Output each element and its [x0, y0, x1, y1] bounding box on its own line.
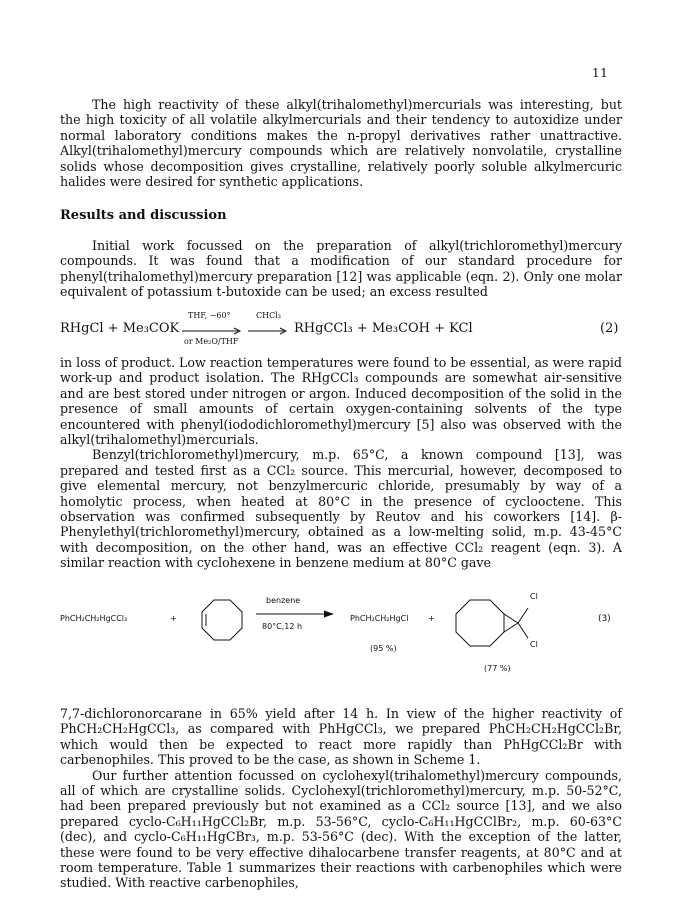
eqn3-plus-2: + — [428, 614, 435, 623]
eqn3-yield-1: (95 %) — [370, 644, 397, 653]
paragraph-initial-work — [60, 238, 622, 300]
paragraph-3-text: in loss of product. Low reaction temperatures were found to be essential, as were rapid work-up and product isolation. The RHgCCl₃ compounds are somewhat air-sensitive and are best stored under nitrogen or argon. Induced decomposition of the solid in the presence of small amounts of certain oxygen-containing solvents of the type encountered with phenyl(iododichloromethyl)mercury [5] also was observed with the alkyl(trihalomethyl)mercurials. — [60, 355, 622, 448]
eqn2-arrow1-above: THF, −60° — [188, 311, 231, 320]
eqn2-arrow2-above: CHCl₃ — [256, 311, 281, 320]
paragraph-intro — [60, 97, 622, 189]
eqn3-arrow-below: 80°C,12 h — [262, 622, 303, 631]
right-arrow-icon — [256, 610, 336, 618]
right-arrow-icon — [182, 327, 242, 335]
eqn3-reactant: PhCH₂CH₂HgCCl₃ — [60, 614, 128, 623]
paragraph-2-text: Initial work focussed on the preparation of alkyl(trichloromethyl)mercury compounds. It was found that a modification of our standard procedure for phenyl(trihalomethyl)mercury preparation [12] was applicable (eqn. 2). Only one molar equivalent of potassium t-butoxide can be used; an excess resulted — [60, 238, 622, 300]
paragraph-closing — [60, 706, 622, 891]
eqn2-number: (2) — [600, 321, 619, 336]
eqn2-arrow1-below: or Me₂O/THF — [184, 337, 239, 346]
right-arrow-icon — [248, 327, 288, 335]
paragraph-4-text: Benzyl(trichloromethyl)mercury, m.p. 65°C, a known compound [13], was prepared and tested first as a CCl₂ source. This mercurial, however, decomposed to give elemental mercury, not benzylmercuric chloride, presumably by way of a homolytic process, when heated at 80°C in the presence of cyclooctene. This observation was confirmed subsequently by Reutov and his coworkers [14]. β-Phenylethyl(trichloromethyl)mercury, obtained as a low-melting solid, m.p. 43-45°C with decomposition, on the other hand, was an effective CCl₂ reagent (eqn. 3). A similar reaction with cyclohexene in benzene medium at 80°C gave — [60, 447, 622, 571]
paragraph-body — [60, 355, 622, 571]
eqn3-arrow-above: benzene — [266, 596, 301, 605]
dichlorocyclopropane-product-structure — [448, 590, 538, 650]
equation-3-scheme — [60, 588, 630, 698]
paragraph-1-text: The high reactivity of these alkyl(trihalomethyl)mercurials was interesting, but the high toxicity of all volatile alkylmercurials and their tendency to autoxidize under normal laboratory conditions makes the n-propyl derivatives rather unattractive. Alkyl(trihalomethyl)mercury compounds which are relatively nonvolatile, crystalline solids whose decomposition gives crystalline, relatively poorly soluble alkylmercuric halides were desired for synthetic applications. — [60, 97, 622, 190]
eqn2-reactants: RHgCl + Me₃COK — [60, 321, 180, 336]
paragraph-5-text: 7,7-dichloronorcarane in 65% yield after 14 h. In view of the higher reactivity of PhCH₂CH₂HgCCl₃, as compared with PhHgCCl₃, we prepared PhCH₂CH₂HgCCl₂Br, which would then be expected to react more rapidly than PhHgCCl₂Br with carbenophiles. This proved to be the case, as shown in Scheme 1. — [60, 706, 622, 768]
eqn3-product-1: PhCH₂CH₂HgCl — [350, 614, 409, 623]
eqn3-cl-bottom: Cl — [530, 640, 538, 649]
eqn2-products: RHgCCl₃ + Me₃COH + KCl — [294, 321, 473, 336]
eqn3-plus-1: + — [170, 614, 177, 623]
equation-2 — [60, 311, 622, 351]
eqn3-cl-top: Cl — [530, 592, 538, 601]
page-number: 11 — [592, 66, 609, 80]
paragraph-6-text: Our further attention focussed on cyclohexyl(trihalomethyl)mercury compounds, all of which are crystalline solids. Cyclohexyl(trichloromethyl)mercury, m.p. 50-52°C, had been prepared previously but not examined as a CCl₂ source [13], and we also prepared cyclo-C₆H₁₁HgCCl₂Br, m.p. 53-56°C, cyclo-C₆H₁₁HgCClBr₂, m.p. 60-63°C (dec), and cyclo-C₆H₁₁HgCBr₃, m.p. 53-56°C (dec). With the exception of the latter, these were found to be very effective dihalocarbene transfer reagents, at 80°C and at room temperature. Table 1 summarizes their reactions with carbenophiles which were studied. With reactive carbenophiles, — [60, 767, 622, 891]
eqn3-number: (3) — [598, 614, 611, 624]
section-heading: Results and discussion — [60, 208, 227, 223]
eqn3-yield-2: (77 %) — [484, 664, 511, 673]
cyclooctene-structure — [198, 596, 246, 644]
